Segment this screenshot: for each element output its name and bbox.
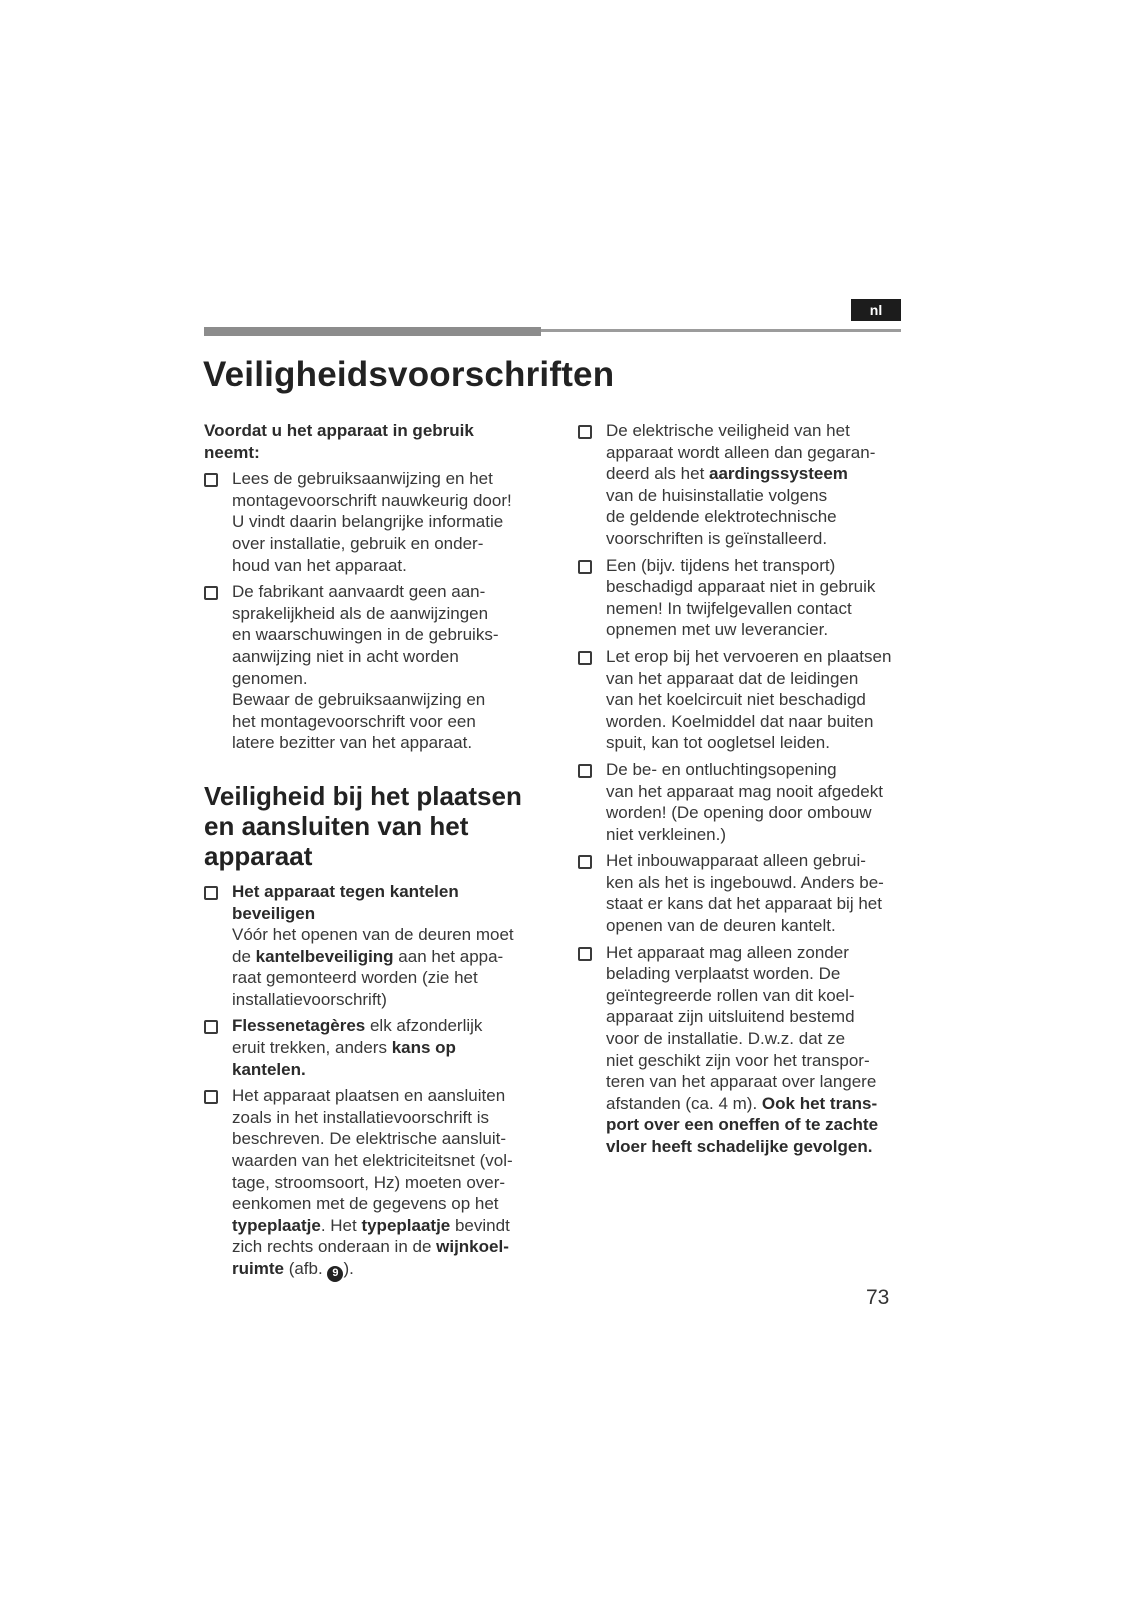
square-bullet-icon [578, 850, 606, 936]
intro-heading: Voordat u het apparaat in gebruik neemt: [204, 421, 474, 462]
square-bullet-icon [578, 646, 606, 754]
bullet-item [204, 1085, 541, 1282]
bullet-item [578, 555, 901, 641]
bullet-item [578, 420, 901, 550]
circled-9-icon: 9 [327, 1266, 343, 1282]
bullet-item [578, 942, 901, 1158]
bullet-item [204, 468, 541, 576]
bullet-item [204, 1015, 541, 1080]
square-bullet-icon [204, 468, 232, 576]
page-title: Veiligheidsvoorschriften [203, 355, 615, 394]
header-rule [204, 327, 901, 336]
square-bullet-icon [578, 942, 606, 1158]
square-bullet-icon [204, 1015, 232, 1080]
square-bullet-icon [204, 581, 232, 754]
bullet-text: Het apparaat mag alleen zonder belading verplaatst worden. De geïntegreerde rollen van dit koel- apparaat zijn uitsluitend bestemd voor de installatie. D.w.z. dat ze niet geschikt zijn voor het transpor- teren van het apparaat over langere afstanden (ca. 4 m). Ook het trans- port over een oneffen of te zachte vloer heeft schadelijke gevolgen. [606, 942, 879, 1156]
square-bullet-icon [204, 881, 232, 1011]
bullet-text: Het apparaat tegen kantelen beveiligen Vóór het openen van de deuren moet de kantelbeveiliging aan het appa- raat gemonteerd worden (zie het installatievoorschrift) [232, 881, 514, 1009]
bullet-text: Het apparaat plaatsen en aansluiten zoals in het installatievoorschrift is beschreven. De elektrische aansluit- waarden van het elektriciteitsnet (vol- tage, stroomsoort, Hz) moeten over- eenkomen met de gegevens op het typeplaatje. Het typeplaatje bevindt zich rechts onderaan in de wijnkoel- ruimte (afb. 9 ). [232, 1085, 541, 1282]
left-column [204, 420, 541, 1287]
page-number: 73 [866, 1286, 890, 1309]
bullet-text: Een (bijv. tijdens het transport) beschadigd apparaat niet in gebruik nemen! In twijfelgevallen contact opnemen met uw leverancier. [606, 555, 876, 640]
bullet-text: Lees de gebruiksaanwijzing en het montagevoorschrift nauwkeurig door! U vindt daarin belangrijke informatie over installatie, gebruik en onder- houd van het apparaat. [232, 469, 512, 575]
bullet-text: De fabrikant aanvaardt geen aan- sprakelijkheid als de aanwijzingen en waarschuwingen in de gebruiks- aanwijzing niet in acht worden genomen. Bewaar de gebruiksaanwijzing en het montagevoorschrift voor een latere bezitter van het apparaat. [232, 582, 499, 753]
bullet-text: Flessenetagères elk afzonderlijk eruit trekken, anders kans op kantelen. [232, 1016, 483, 1079]
square-bullet-icon [578, 555, 606, 641]
header-rule-thick [204, 327, 541, 336]
content-columns [204, 420, 901, 1287]
language-badge: nl [851, 299, 901, 321]
bullet-item [204, 881, 541, 1011]
bullet-text: De be- en ontluchtingsopening van het apparaat mag nooit afgedekt worden! (De opening door ombouw niet verkleinen.) [606, 759, 883, 844]
bullet-item [578, 646, 901, 754]
bullet-text: Let erop bij het vervoeren en plaatsen van het apparaat dat de leidingen van het koelcircuit niet beschadigd worden. Koelmiddel dat naar buiten spuit, kan tot oogletsel leiden. [606, 646, 892, 753]
bullet-text: De elektrische veiligheid van het apparaat wordt alleen dan gegaran- deerd als het aardingssysteem van de huisinstallatie volgens de geldende elektrotechnische voorschriften is geïnstalleerd. [606, 421, 876, 548]
section-heading: Veiligheid bij het plaatsen en aansluiten van het apparaat [204, 780, 522, 871]
square-bullet-icon [578, 759, 606, 845]
bullet-text: Het inbouwapparaat alleen gebrui- ken als het is ingebouwd. Anders be- staat er kans dat het apparaat bij het openen van de deuren kantelt. [606, 851, 884, 936]
square-bullet-icon [578, 420, 606, 550]
bullet-item [578, 759, 901, 845]
right-column [578, 420, 901, 1287]
square-bullet-icon [204, 1085, 232, 1282]
header-rule-thin [541, 329, 901, 332]
bullet-item [578, 850, 901, 936]
bullet-item [204, 581, 541, 754]
